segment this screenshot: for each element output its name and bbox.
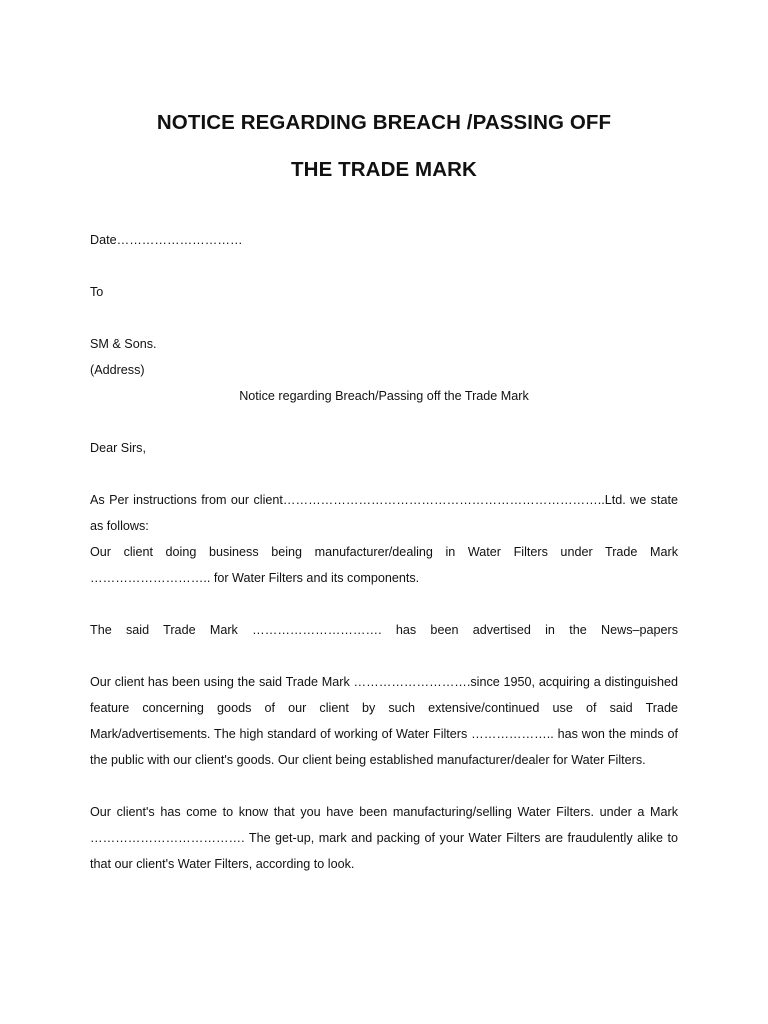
notice-subject: Notice regarding Breach/Passing off the Trade Mark — [239, 389, 529, 403]
salutation: Dear Sirs, — [90, 441, 146, 455]
to-line: To — [90, 285, 104, 299]
paragraph-usage: Our client has been using the said Trade Mark ……………………….since 1950, acquiring a distinguished feature concerning goods of our client by such extensive/continued use of said Trade Mark/advertisements. The high standard of working of Water Filters ……………….. has won the minds of the public with our client's goods. Our client being established manufacturer/dealer for Water Filters. — [90, 675, 678, 767]
paragraph-business: Our client doing business being manufacturer/dealing in Water Filters under Trade Mark ……………………….. for Water Filters and its components. — [90, 545, 678, 585]
date-line: Date………………………… — [90, 233, 243, 247]
paragraph-advertised: The said Trade Mark …………………………. has been advertised in the News–papers — [90, 623, 678, 637]
notice-title-line-1: NOTICE REGARDING BREACH /PASSING OFF — [156, 111, 612, 134]
paragraph-instructions: As Per instructions from our client…………………………………………………………………..Ltd. we state as follows: — [90, 493, 678, 533]
recipient-name: SM & Sons. — [90, 337, 157, 351]
paragraph-infringement: Our client's has come to know that you have been manufacturing/selling Water Filters. under a Mark ………………………………. The get-up, mark and packing of your Water Filters are fraudulently alike to that our client's Water Filters, according to look. — [90, 805, 678, 871]
notice-title-line-2: THE TRADE MARK — [291, 158, 477, 181]
recipient-address: (Address) — [90, 363, 145, 377]
